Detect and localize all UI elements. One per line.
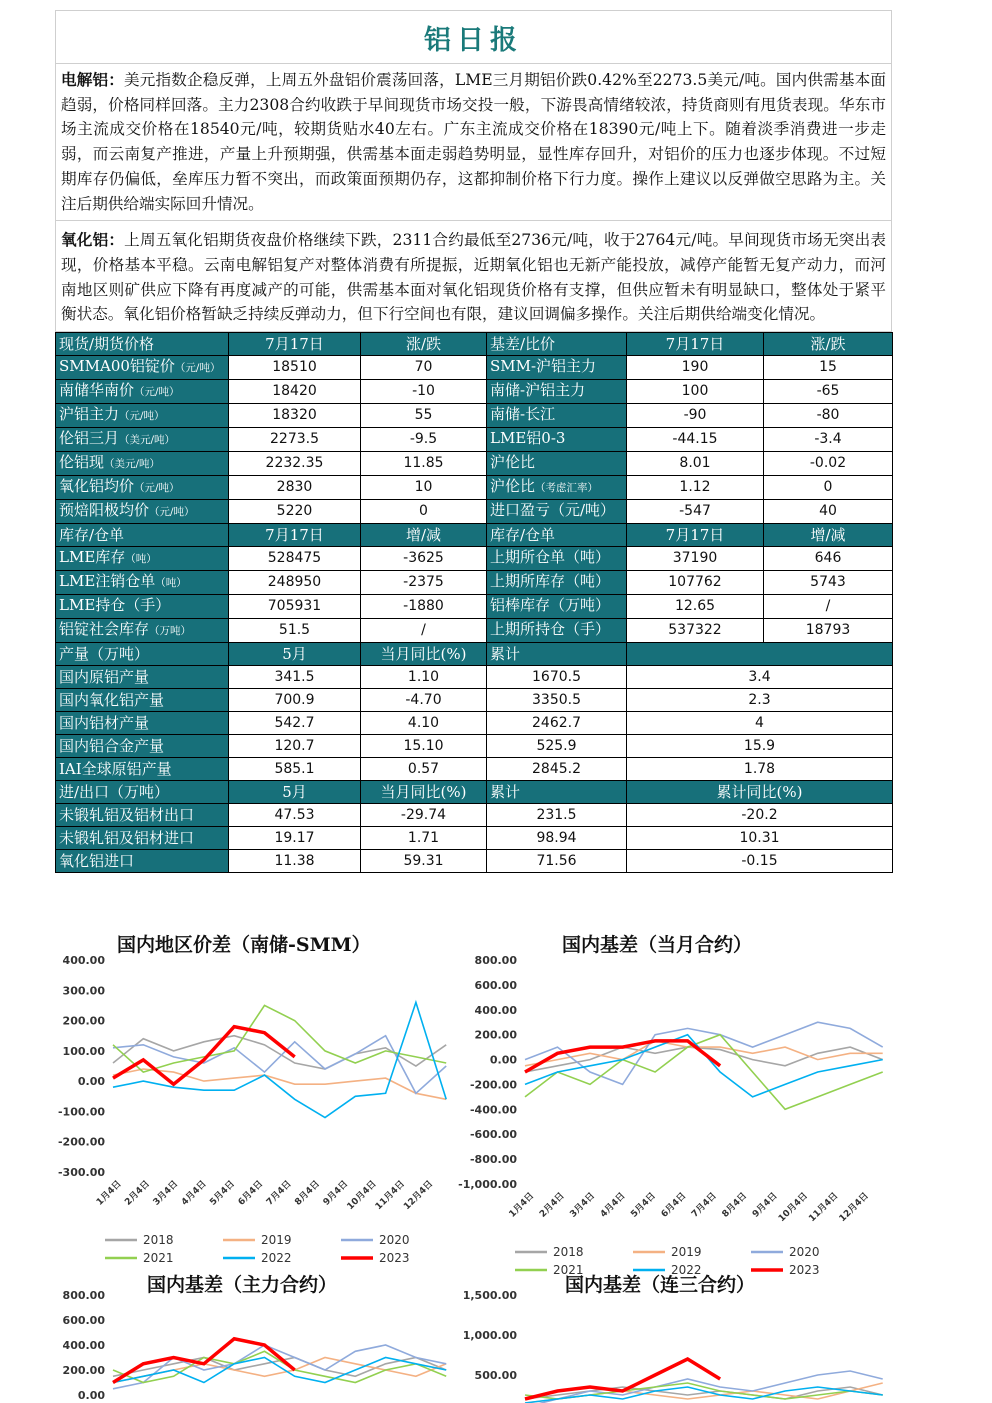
y-tick-label: 800.00: [474, 954, 517, 967]
trade-header-cell-4: 累计同比(%): [627, 781, 893, 804]
legend-label: 2022: [261, 1251, 292, 1265]
x-tick-label: 2月4日: [123, 1179, 152, 1208]
label-text: 上期所仓单（吨）: [490, 548, 611, 567]
production-month-value: 542.7: [229, 712, 361, 735]
stock-change-left: -2375: [361, 571, 487, 595]
legend-label: 2023: [379, 1251, 410, 1265]
stock-value-left: 51.5: [229, 619, 361, 643]
label-text: LME库存: [59, 548, 126, 567]
series-line-2022: [525, 1035, 883, 1097]
production-header-cell-2: 当月同比(%): [361, 643, 487, 666]
stock-row-label-left: [56, 595, 229, 619]
unit-text: （美元/吨）: [104, 458, 161, 471]
spot-row-label-right: [487, 356, 627, 380]
stock-header-cell-1: 7月17日: [229, 524, 361, 547]
chart-1: [55, 925, 455, 1265]
trade-header-row: [56, 781, 893, 804]
legend-label: 2018: [143, 1233, 174, 1247]
production-yoy-value: 15.10: [361, 735, 487, 758]
table-row: [56, 804, 893, 827]
spot-value-right: 190: [627, 356, 764, 380]
y-tick-label: 600.00: [474, 978, 517, 992]
table-row: [56, 735, 893, 758]
production-cumulative-yoy-value: 15.9: [627, 735, 893, 758]
stock-header-cell-4: 7月17日: [627, 524, 764, 547]
chart-svg: [55, 1265, 455, 1403]
y-tick-label: 0.00: [77, 1075, 105, 1089]
x-tick-label: 10月4日: [776, 1191, 810, 1225]
spot-row-label-left: [56, 428, 229, 452]
label-text: 预焙阳极均价: [59, 501, 150, 520]
spot-value-right: -90: [627, 404, 764, 428]
spot-header-cell-0: 现货/期货价格: [56, 333, 229, 356]
spot-value-left: 18510: [229, 356, 361, 380]
electrolytic-text: 美元指数企稳反弹，上周五外盘铝价震荡回落，LME三月期铝价跌0.42%至2273.5美元/吨。国内供需基本面趋弱，价格同样回落。主力2308合约收跌于早间现货市场交投一般，下游畏高情绪较浓，持货商则有甩货表现。华东市场主流成交价格在18540元/吨，较期货贴水40左右。广东主流成交价格在18390元/吨上下。随着淡季消费进一步走弱，而云南复产推进，产量上升预期强，供需基本面走弱趋势明显，显性库存回升，对铝价的压力也逐步体现。不过短期库存仍偏低，垒库压力暂不突出，而政策面预期仍存，这都抑制价格下行力度。操作上建议以反弹做空思路为主。关注后期供给端实际回升情况。: [61, 71, 886, 213]
series-line-2023: [525, 1041, 720, 1072]
stock-header-cell-3: 库存/仓单: [487, 524, 627, 547]
trade-row-label: 氧化铝进口: [56, 850, 229, 873]
trade-header-cell-2: 当月同比(%): [361, 781, 487, 804]
trade-yoy-value: -29.74: [361, 804, 487, 827]
trade-month-value: 47.53: [229, 804, 361, 827]
stock-row-label-right: [487, 571, 627, 595]
stock-row-label-right: [487, 619, 627, 643]
unit-text: （吨）: [155, 577, 187, 590]
table-row: [56, 428, 893, 452]
table-row: [56, 758, 893, 781]
table-row: [56, 850, 893, 873]
label-text: 进口盈亏（元/吨）: [490, 501, 616, 520]
production-header-cell-3: 累计: [487, 643, 627, 666]
production-header-row: [56, 643, 893, 666]
x-tick-label: 4月4日: [598, 1191, 628, 1220]
production-yoy-value: -4.70: [361, 689, 487, 712]
spot-header-cell-3: 基差/比价: [487, 333, 627, 356]
table-row: [56, 689, 893, 712]
stock-section: [56, 524, 893, 643]
trade-row-label: 未锻轧铝及铝材进口: [56, 827, 229, 850]
stock-change-right: 18793: [764, 619, 893, 643]
production-cumulative-yoy-value: 4: [627, 712, 893, 735]
electrolytic-paragraph: [55, 64, 892, 221]
production-month-value: 341.5: [229, 666, 361, 689]
production-row-label: 国内铝合金产量: [56, 735, 229, 758]
label-text: LME注销仓单: [59, 572, 156, 591]
chart-3: [55, 1265, 455, 1403]
label-text: 沪铝主力: [59, 405, 120, 424]
y-tick-label: 0.00: [489, 1053, 517, 1067]
stock-row-label-left: [56, 619, 229, 643]
y-tick-label: 400.00: [62, 1339, 105, 1352]
y-tick-label: -600.00: [469, 1128, 517, 1142]
spot-change-right: 15: [764, 356, 893, 380]
trade-yoy-value: 1.71: [361, 827, 487, 850]
production-yoy-value: 0.57: [361, 758, 487, 781]
unit-text: （元/吨）: [134, 386, 180, 399]
chart-svg: [55, 925, 455, 1265]
production-cumulative-value: 525.9: [487, 735, 627, 758]
stock-change-left: -1880: [361, 595, 487, 619]
alumina-text: 上周五氧化铝期货夜盘价格继续下跌，2311合约最低至2736元/吨，收于2764元/吨。早间现货市场无突出表现，价格基本平稳。云南电解铝复产对整体消费有所提振，近期氧化铝也无新产能投放，减停产能暂无复产动力，而河南地区则矿供应下降有再度减产的可能，供需基本面对氧化铝现货价格有支撑，但供应暂未有明显缺口，整体处于紧平衡状态。氧化铝价格暂缺乏持续反弹动力，但下行空间也有限，建议回调偏多操作。关注后期供给端变化情况。: [61, 231, 886, 324]
x-tick-label: 8月4日: [720, 1191, 750, 1220]
spot-change-left: 10: [361, 476, 487, 500]
unit-text: （美元/吨）: [119, 434, 176, 447]
legend-label: 2019: [671, 1245, 702, 1259]
y-tick-label: 100.00: [62, 1044, 105, 1058]
table-row: [56, 571, 893, 595]
spot-row-label-right: [487, 428, 627, 452]
y-tick-label: -200.00: [469, 1078, 517, 1092]
spot-change-left: 0: [361, 500, 487, 524]
trade-cumulative-yoy-value: 10.31: [627, 827, 893, 850]
spot-section: [56, 333, 893, 524]
trade-cumulative-value: 71.56: [487, 850, 627, 873]
spot-header-cell-4: 7月17日: [627, 333, 764, 356]
spot-value-left: 18320: [229, 404, 361, 428]
chart-title: 国内基差（当月合约）: [562, 934, 753, 956]
stock-change-right: 5743: [764, 571, 893, 595]
stock-row-label-left: [56, 547, 229, 571]
chart-2: [458, 925, 895, 1277]
report-title: 铝日报: [424, 24, 523, 56]
y-tick-label: 1,500.00: [462, 1289, 517, 1302]
table-row: [56, 666, 893, 689]
legend-label: 2022: [671, 1263, 702, 1277]
title-box: [55, 10, 892, 64]
unit-text: （万吨）: [149, 625, 192, 638]
stock-row-label-right: [487, 595, 627, 619]
trade-header-cell-3: 累计: [487, 781, 627, 804]
spot-change-left: 11.85: [361, 452, 487, 476]
y-tick-label: -1,000.00: [458, 1178, 517, 1191]
x-tick-label: 10月4日: [345, 1179, 379, 1213]
spot-change-left: -10: [361, 380, 487, 404]
trade-cumulative-value: 231.5: [487, 804, 627, 827]
chart-svg: [458, 925, 895, 1277]
spot-header-row: [56, 333, 893, 356]
x-tick-label: 6月4日: [236, 1179, 266, 1208]
y-tick-label: 600.00: [62, 1314, 105, 1327]
x-tick-label: 7月4日: [690, 1191, 719, 1220]
label-text: LME铝0-3: [490, 429, 566, 448]
label-text: 氧化铝均价: [59, 477, 135, 496]
label-text: 沪伦比: [490, 477, 536, 496]
chart-svg: [462, 1265, 895, 1403]
stock-row-label-left: [56, 571, 229, 595]
spot-header-cell-1: 7月17日: [229, 333, 361, 356]
spot-value-left: 5220: [229, 500, 361, 524]
stock-value-right: 537322: [627, 619, 764, 643]
trade-row-label: 未锻轧铝及铝材出口: [56, 804, 229, 827]
label-text: 伦铝现: [59, 453, 105, 472]
label-text: 南储-沪铝主力: [490, 381, 586, 400]
unit-text: （考虑汇率）: [535, 482, 599, 495]
trade-header-cell-0: 进/出口（万吨）: [56, 781, 229, 804]
legend-label: 2020: [789, 1245, 820, 1259]
table-row: [56, 500, 893, 524]
label-text: SMMA00铝锭价: [59, 357, 175, 376]
stock-value-right: 107762: [627, 571, 764, 595]
spot-row-label-right: [487, 380, 627, 404]
stock-value-right: 12.65: [627, 595, 764, 619]
spot-row-label-right: [487, 476, 627, 500]
x-tick-label: 6月4日: [659, 1191, 689, 1220]
stock-change-right: /: [764, 595, 893, 619]
production-cumulative-value: 2845.2: [487, 758, 627, 781]
legend-label: 2020: [379, 1233, 410, 1247]
trade-month-value: 19.17: [229, 827, 361, 850]
spot-value-left: 2830: [229, 476, 361, 500]
spot-value-right: 1.12: [627, 476, 764, 500]
table-row: [56, 827, 893, 850]
stock-change-right: 646: [764, 547, 893, 571]
production-month-value: 585.1: [229, 758, 361, 781]
table-row: [56, 619, 893, 643]
table-row: [56, 356, 893, 380]
x-tick-label: 8月4日: [293, 1179, 322, 1208]
production-header-cell-1: 5月: [229, 643, 361, 666]
spot-row-label-right: [487, 404, 627, 428]
table-row: [56, 595, 893, 619]
spot-value-left: 2232.35: [229, 452, 361, 476]
spot-value-right: 100: [627, 380, 764, 404]
stock-header-row: [56, 524, 893, 547]
stock-value-right: 37190: [627, 547, 764, 571]
series-line-2021: [525, 1035, 883, 1110]
production-row-label: 国内原铝产量: [56, 666, 229, 689]
label-text: 上期所库存（吨）: [490, 572, 611, 591]
y-tick-label: -100.00: [57, 1105, 105, 1119]
y-tick-label: 200.00: [62, 1364, 105, 1377]
x-tick-label: 5月4日: [208, 1179, 237, 1208]
stock-header-cell-0: 库存/仓单: [56, 524, 229, 547]
label-text: 伦铝三月: [59, 429, 120, 448]
label-text: SMM-沪铝主力: [490, 357, 597, 376]
spot-row-label-left: [56, 404, 229, 428]
unit-text: （元/吨）: [119, 410, 165, 423]
table-row: [56, 380, 893, 404]
x-tick-label: 9月4日: [321, 1179, 351, 1208]
stock-value-left: 528475: [229, 547, 361, 571]
table-row: [56, 476, 893, 500]
spot-change-right: 0: [764, 476, 893, 500]
trade-cumulative-yoy-value: -20.2: [627, 804, 893, 827]
spot-row-label-left: [56, 380, 229, 404]
y-tick-label: 800.00: [62, 1289, 105, 1302]
trade-yoy-value: 59.31: [361, 850, 487, 873]
production-cumulative-value: 3350.5: [487, 689, 627, 712]
series-line-2022: [113, 1002, 446, 1117]
x-tick-label: 5月4日: [629, 1191, 658, 1220]
y-tick-label: 400.00: [474, 1003, 517, 1017]
chart-title: 国内基差（连三合约）: [565, 1274, 756, 1296]
stock-header-cell-5: 增/减: [764, 524, 893, 547]
production-cumulative-yoy-value: 1.78: [627, 758, 893, 781]
production-cumulative-yoy-value: 2.3: [627, 689, 893, 712]
spot-header-cell-2: 涨/跌: [361, 333, 487, 356]
y-tick-label: 500.00: [474, 1369, 517, 1382]
spot-value-left: 2273.5: [229, 428, 361, 452]
y-tick-label: 0.00: [77, 1389, 105, 1402]
x-tick-label: 7月4日: [264, 1179, 294, 1208]
y-tick-label: 200.00: [62, 1014, 105, 1028]
label-text: 南储华南价: [59, 381, 135, 400]
x-tick-label: 3月4日: [151, 1179, 181, 1208]
spot-value-left: 18420: [229, 380, 361, 404]
production-month-value: 120.7: [229, 735, 361, 758]
stock-change-left: /: [361, 619, 487, 643]
spot-change-left: 70: [361, 356, 487, 380]
legend-label: 2021: [143, 1251, 174, 1265]
production-yoy-value: 1.10: [361, 666, 487, 689]
unit-text: （元/吨）: [134, 482, 180, 495]
production-row-label: 国内氧化铝产量: [56, 689, 229, 712]
table-row: [56, 547, 893, 571]
x-tick-label: 12月4日: [402, 1179, 436, 1213]
stock-change-left: -3625: [361, 547, 487, 571]
spot-row-label-left: [56, 356, 229, 380]
y-tick-label: -800.00: [469, 1153, 517, 1167]
chart-4: [462, 1265, 895, 1403]
trade-month-value: 11.38: [229, 850, 361, 873]
trade-cumulative-value: 98.94: [487, 827, 627, 850]
x-tick-label: 4月4日: [179, 1179, 209, 1208]
legend-label: 2023: [789, 1263, 820, 1277]
label-text: 南储-长江: [490, 405, 556, 424]
spot-change-left: 55: [361, 404, 487, 428]
x-tick-label: 3月4日: [568, 1191, 598, 1220]
spot-change-left: -9.5: [361, 428, 487, 452]
stock-value-left: 705931: [229, 595, 361, 619]
legend-label: 2021: [553, 1263, 584, 1277]
label-text: 铝棒库存（万吨）: [490, 596, 611, 615]
x-tick-label: 12月4日: [837, 1191, 871, 1225]
spot-change-right: 40: [764, 500, 893, 524]
table-row: [56, 452, 893, 476]
trade-header-cell-1: 5月: [229, 781, 361, 804]
production-cumulative-value: 1670.5: [487, 666, 627, 689]
stock-row-label-right: [487, 547, 627, 571]
spot-change-right: -65: [764, 380, 893, 404]
production-header-cell-0: 产量（万吨）: [56, 643, 229, 666]
x-tick-label: 9月4日: [750, 1191, 780, 1220]
table-row: [56, 404, 893, 428]
data-table: [55, 332, 893, 873]
legend-label: 2019: [261, 1233, 292, 1247]
x-tick-label: 11月4日: [373, 1179, 407, 1213]
production-yoy-value: 4.10: [361, 712, 487, 735]
x-tick-label: 1月4日: [94, 1179, 124, 1208]
production-header-cell-4: [627, 643, 893, 666]
chart-title: 国内基差（主力合约）: [147, 1274, 338, 1296]
legend-label: 2018: [553, 1245, 584, 1259]
production-month-value: 700.9: [229, 689, 361, 712]
spot-row-label-right: [487, 500, 627, 524]
x-tick-label: 1月4日: [507, 1191, 537, 1220]
y-tick-label: -400.00: [469, 1103, 517, 1117]
label-text: 铝锭社会库存: [59, 620, 150, 639]
alumina-paragraph: [55, 221, 892, 332]
y-tick-label: -300.00: [57, 1166, 105, 1179]
y-tick-label: 200.00: [474, 1028, 517, 1042]
spot-value-right: -44.15: [627, 428, 764, 452]
production-cumulative-yoy-value: 3.4: [627, 666, 893, 689]
spot-header-cell-5: 涨/跌: [764, 333, 893, 356]
label-text: 上期所持仓（手）: [490, 620, 611, 639]
production-cumulative-value: 2462.7: [487, 712, 627, 735]
report-page: [55, 10, 892, 873]
label-text: LME持仓（手）: [59, 596, 171, 615]
spot-row-label-left: [56, 476, 229, 500]
spot-row-label-left: [56, 452, 229, 476]
x-tick-label: 2月4日: [538, 1191, 567, 1220]
table-row: [56, 712, 893, 735]
x-tick-label: 11月4日: [807, 1191, 841, 1225]
y-tick-label: 1,000.00: [462, 1329, 517, 1342]
spot-change-right: -3.4: [764, 428, 893, 452]
spot-change-right: -0.02: [764, 452, 893, 476]
spot-row-label-right: [487, 452, 627, 476]
y-tick-label: -200.00: [57, 1135, 105, 1149]
production-row-label: IAI全球原铝产量: [56, 758, 229, 781]
electrolytic-lead: 电解铝：: [61, 70, 125, 89]
stock-value-left: 248950: [229, 571, 361, 595]
production-section: [56, 643, 893, 781]
stock-header-cell-2: 增/减: [361, 524, 487, 547]
y-tick-label: 300.00: [62, 984, 105, 998]
trade-cumulative-yoy-value: -0.15: [627, 850, 893, 873]
alumina-lead: 氧化铝：: [61, 230, 125, 250]
unit-text: （吨）: [125, 553, 157, 566]
unit-text: （元/吨）: [174, 362, 221, 375]
y-tick-label: 400.00: [62, 954, 105, 967]
spot-value-right: -547: [627, 500, 764, 524]
spot-value-right: 8.01: [627, 452, 764, 476]
spot-row-label-left: [56, 500, 229, 524]
production-row-label: 国内铝材产量: [56, 712, 229, 735]
trade-section: [56, 781, 893, 873]
unit-text: （元/吨）: [149, 506, 195, 519]
label-text: 沪伦比: [490, 453, 536, 472]
chart-title: 国内地区价差（南储-SMM）: [117, 934, 371, 956]
spot-change-right: -80: [764, 404, 893, 428]
